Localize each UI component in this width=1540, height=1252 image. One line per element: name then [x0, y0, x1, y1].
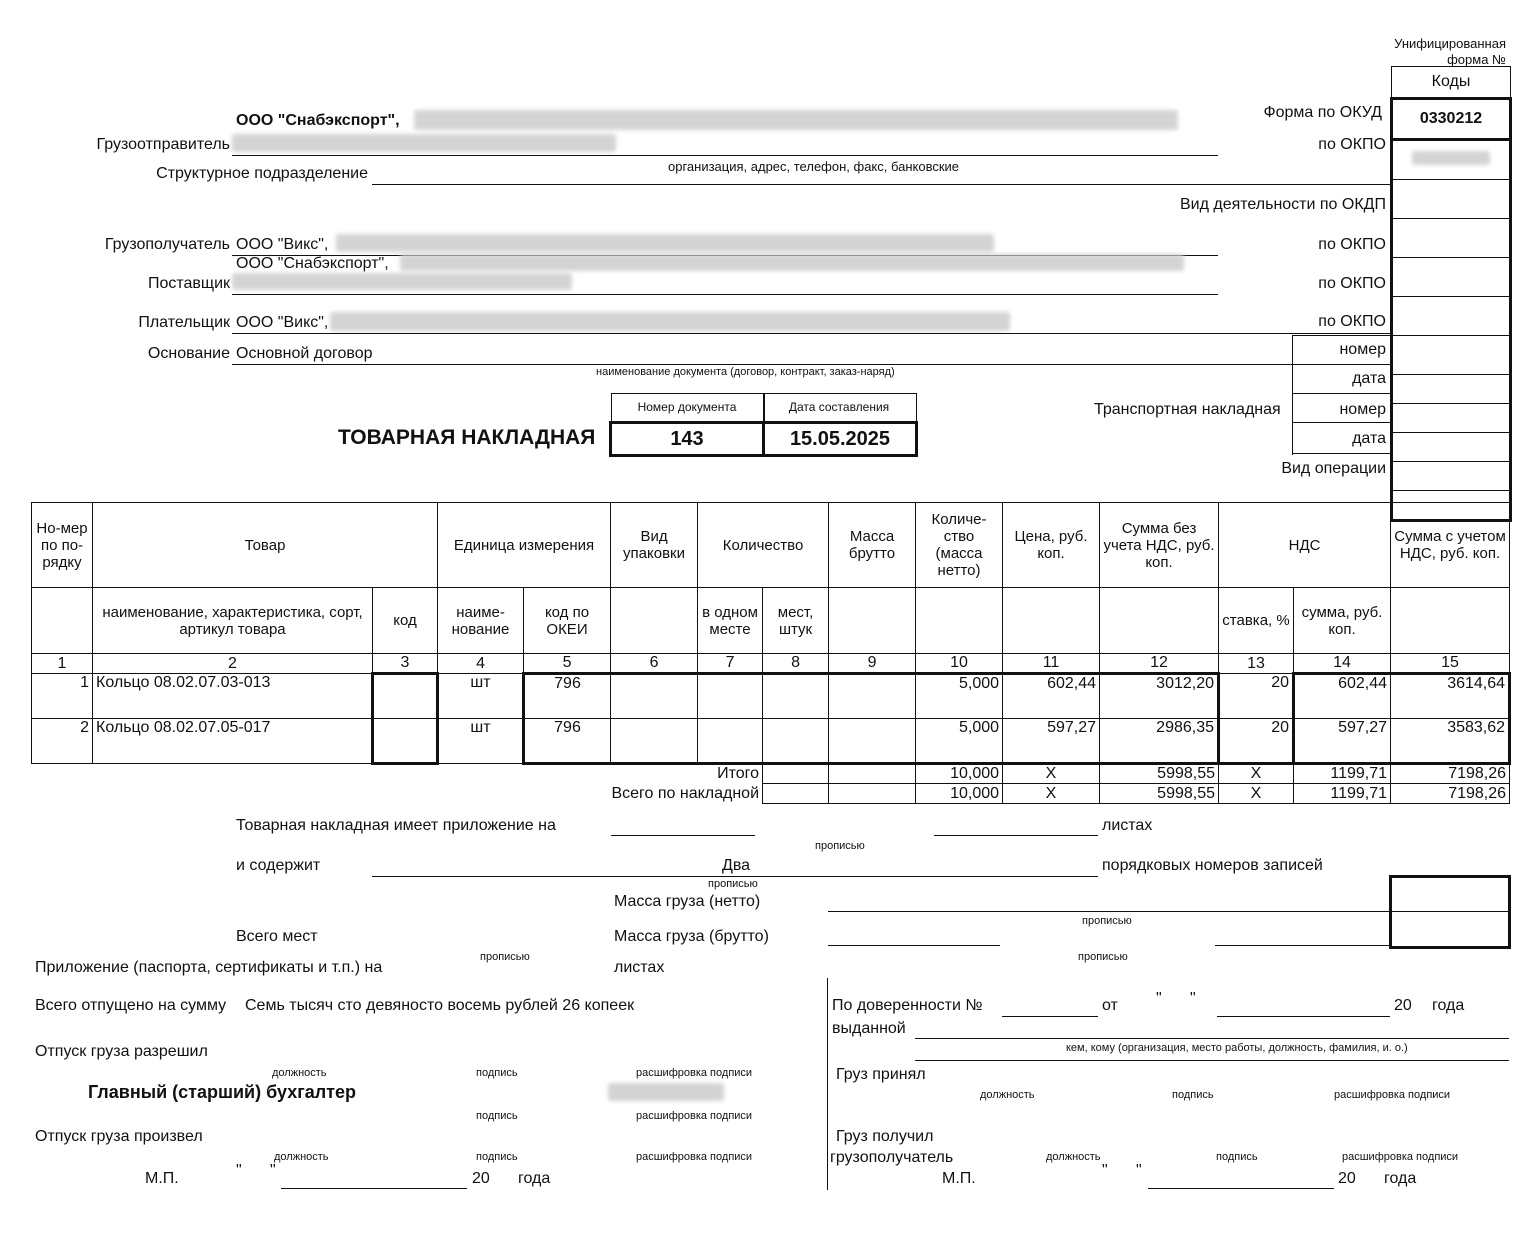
- sender-label: Грузоотправитель: [96, 136, 230, 153]
- redacted-accountant-name: [608, 1083, 724, 1101]
- quote-left-1: ": [236, 1162, 242, 1179]
- table-row: [32, 674, 1510, 719]
- col-num: 6: [611, 654, 698, 674]
- total-sum-vat: 7198,26: [1391, 764, 1510, 784]
- h2-vat-sum: сумма, руб. коп.: [1294, 588, 1391, 654]
- sig-decode-caption-4: расшифровка подписи: [1334, 1089, 1451, 1101]
- signature-caption-4: подпись: [1172, 1089, 1214, 1101]
- row-number: 1: [32, 674, 93, 719]
- redacted-supplier-address: [232, 273, 572, 290]
- in-one-place: [698, 674, 763, 719]
- basis-date-label: дата: [1352, 370, 1386, 387]
- h-package: Вид упаковки: [611, 503, 698, 588]
- col-num: 4: [438, 654, 524, 674]
- doc-date: 15.05.2025: [762, 421, 918, 457]
- okpo-sender-code: [1392, 140, 1511, 180]
- okpo-label-2: по ОКПО: [1318, 236, 1386, 253]
- in-words-caption-5: прописью: [480, 951, 530, 963]
- in-words-caption-2: прописью: [708, 878, 758, 890]
- redacted-sender-address: [232, 134, 616, 152]
- stamp-label-right: М.П.: [942, 1170, 976, 1187]
- position-caption-3: должность: [980, 1089, 1035, 1101]
- vat-rate: 20: [1219, 674, 1294, 719]
- price: 602,44: [1003, 674, 1100, 719]
- consignee-label: грузополучатель: [830, 1149, 954, 1166]
- released-total-label: Всего отпущено на сумму: [35, 997, 227, 1014]
- transport-number-code: [1392, 433, 1511, 462]
- h2-empty-6: [611, 588, 698, 654]
- sig-decode-caption-1: расшифровка подписи: [636, 1067, 753, 1079]
- division-label: Структурное подразделение: [156, 165, 368, 182]
- attachment-label: Приложение (паспорта, сертификаты и т.п.) на: [35, 959, 383, 976]
- okdp-code: [1392, 219, 1511, 258]
- redacted-sender-details: [414, 110, 1178, 130]
- mass-code-box: [1389, 875, 1511, 949]
- quote-right-2: ": [1136, 1162, 1142, 1179]
- basis-number-code: [1392, 375, 1511, 404]
- h2-empty-10: [916, 588, 1003, 654]
- unit-name: шт: [438, 674, 524, 719]
- gross-mass: [829, 674, 916, 719]
- basis-value: Основной договор: [236, 345, 373, 362]
- goods-name: Кольцо 08.02.07.05-017: [93, 719, 373, 764]
- signature-caption-3: подпись: [476, 1151, 518, 1163]
- total-vat: 1199,71: [1294, 764, 1391, 784]
- total-qty: 10,000: [916, 764, 1003, 784]
- grand-price: X: [1003, 784, 1100, 804]
- proxy-quote-1: ": [1156, 990, 1162, 1007]
- payer-label: Плательщик: [138, 314, 230, 331]
- col-num: 15: [1391, 654, 1510, 674]
- doc-date-caption: Дата составления: [788, 400, 890, 414]
- in-one-place: [698, 719, 763, 764]
- h2-code: код: [373, 588, 438, 654]
- grand-sum-vat: 7198,26: [1391, 784, 1510, 804]
- quantity: 5,000: [916, 719, 1003, 764]
- stamp-label-left: М.П.: [145, 1170, 179, 1187]
- position-caption-2: должность: [274, 1151, 329, 1163]
- codes-table: [1390, 66, 1512, 522]
- signature-caption-2: подпись: [476, 1110, 518, 1122]
- contains-label: и содержит: [236, 857, 321, 874]
- codes-title: Коды: [1392, 67, 1511, 99]
- supplier-name: ООО "Снабэкспорт",: [236, 255, 389, 272]
- proxy-year-prefix: 20: [1394, 997, 1412, 1014]
- package: [611, 674, 698, 719]
- h-sum-no-vat: Сумма без учета НДС, руб. коп.: [1100, 503, 1219, 588]
- total-rate: X: [1219, 764, 1294, 784]
- cargo-accepted-label: Груз принял: [836, 1066, 926, 1083]
- total-places: [763, 764, 829, 784]
- receiver-label: Грузополучатель: [104, 236, 230, 253]
- released-total-value: Семь тысяч сто девяносто восемь рублей 26 копеек: [245, 997, 635, 1014]
- payer-name: ООО "Викс",: [236, 314, 329, 331]
- col-num: 11: [1003, 654, 1100, 674]
- goods-code: [373, 674, 438, 719]
- quote-right-1: ": [1102, 1162, 1108, 1179]
- gross-mass-label: Масса груза (брутто): [614, 928, 769, 945]
- grand-sum-no-vat: 5998,55: [1100, 784, 1219, 804]
- total-label: Итого: [717, 765, 760, 783]
- release-done-label: Отпуск груза произвел: [35, 1128, 203, 1145]
- h-price: Цена, руб. коп.: [1003, 503, 1100, 588]
- quantity: 5,000: [916, 674, 1003, 719]
- cargo-received-label: Груз получил: [836, 1128, 934, 1145]
- redacted-supplier-details: [400, 254, 1184, 271]
- grand-gross: [829, 784, 916, 804]
- goods-table: [31, 502, 1511, 804]
- year-label-left: года: [518, 1170, 551, 1187]
- attachment-sheets-label: листах: [614, 959, 665, 976]
- goods-name: Кольцо 08.02.07.03-013: [93, 674, 373, 719]
- col-num: 12: [1100, 654, 1219, 674]
- position-caption-1: должность: [272, 1067, 327, 1079]
- col-num: 10: [916, 654, 1003, 674]
- issued-caption: кем, кому (организация, место работы, должность, фамилия, и. о.): [1066, 1042, 1408, 1054]
- quote-left-2: ": [270, 1162, 276, 1179]
- year-prefix-left: 20: [472, 1170, 490, 1187]
- sum-with-vat: 3583,62: [1391, 719, 1510, 764]
- row-number: 2: [32, 719, 93, 764]
- price: 597,27: [1003, 719, 1100, 764]
- doc-number: 143: [609, 421, 765, 457]
- sum-no-vat: 2986,35: [1100, 719, 1219, 764]
- vat-rate: 20: [1219, 719, 1294, 764]
- redacted-receiver-details: [336, 234, 994, 252]
- sig-decode-caption-2: расшифровка подписи: [636, 1110, 753, 1122]
- basis-caption: наименование документа (договор, контракт, заказ-наряд): [596, 366, 895, 378]
- h-net: Количе-ство (масса нетто): [916, 503, 1003, 588]
- sum-no-vat: 3012,20: [1100, 674, 1219, 719]
- in-words-caption-3: прописью: [1082, 915, 1132, 927]
- h-sum-vat: Сумма с учетом НДС, руб. коп.: [1391, 503, 1510, 588]
- h-unit: Единица измерения: [438, 503, 611, 588]
- col-num: 5: [524, 654, 611, 674]
- receiver-name: ООО "Викс",: [236, 236, 329, 253]
- vat-sum: 597,27: [1294, 719, 1391, 764]
- okpo-payer-code: [1392, 336, 1511, 375]
- records-count: Два: [722, 857, 751, 874]
- year-label-right: года: [1384, 1170, 1417, 1187]
- sheets-label: листах: [1102, 817, 1153, 834]
- transport-date-code: [1392, 462, 1511, 491]
- proxy-from-label: от: [1102, 997, 1118, 1014]
- okpo-supplier-code: [1392, 297, 1511, 336]
- h2-in-one: в одном месте: [698, 588, 763, 654]
- okpo-label-3: по ОКПО: [1318, 275, 1386, 292]
- basis-label: Основание: [147, 345, 230, 362]
- h2-unit-name: наиме-нование: [438, 588, 524, 654]
- transport-date-label: дата: [1352, 430, 1386, 447]
- sender-name: ООО "Снабэкспорт",: [236, 112, 400, 129]
- sig-decode-caption-3: расшифровка подписи: [636, 1151, 753, 1163]
- proxy-year-label: года: [1432, 997, 1465, 1014]
- supplier-label: Поставщик: [147, 275, 230, 292]
- h-goods: Товар: [93, 503, 438, 588]
- okei-code: 796: [524, 674, 611, 719]
- col-num: 13: [1219, 654, 1294, 674]
- package: [611, 719, 698, 764]
- h2-goods-name: наименование, характеристика, сорт, артикул товара: [93, 588, 373, 654]
- total-places-label: Всего мест: [236, 928, 318, 945]
- col-num: 14: [1294, 654, 1391, 674]
- okud-label: Форма по ОКУД: [1263, 104, 1382, 121]
- sum-with-vat: 3614,64: [1391, 674, 1510, 719]
- h2-vat-rate: ставка, %: [1219, 588, 1294, 654]
- chief-accountant-label: Главный (старший) бухгалтер: [88, 1082, 356, 1102]
- in-words-caption-4: прописью: [1078, 951, 1128, 963]
- records-suffix: порядковых номеров записей: [1102, 857, 1323, 874]
- gross-mass: [829, 719, 916, 764]
- grand-vat: 1199,71: [1294, 784, 1391, 804]
- h2-empty-12: [1100, 588, 1219, 654]
- position-caption-4: должность: [1046, 1151, 1101, 1163]
- col-num: 8: [763, 654, 829, 674]
- grand-qty: 10,000: [916, 784, 1003, 804]
- places: [763, 719, 829, 764]
- grand-total-label: Всего по накладной: [611, 784, 760, 802]
- redacted-payer-details: [330, 312, 1010, 331]
- proxy-label: По доверенности №: [832, 997, 983, 1014]
- okpo-label-1: по ОКПО: [1318, 136, 1386, 153]
- operation-type-label: Вид операции: [1281, 460, 1386, 477]
- issued-label: выданной: [832, 1020, 906, 1037]
- signature-caption-5: подпись: [1216, 1151, 1258, 1163]
- total-gross: [829, 764, 916, 784]
- goods-code: [373, 719, 438, 764]
- table-row: [32, 719, 1510, 764]
- unit-name: шт: [438, 719, 524, 764]
- unified-form-label: Унифицированная форма №: [1394, 36, 1506, 67]
- total-sum-no-vat: 5998,55: [1100, 764, 1219, 784]
- basis-number-label: номер: [1339, 341, 1386, 358]
- net-mass-label: Масса груза (нетто): [614, 893, 761, 910]
- h-quantity: Количество: [698, 503, 829, 588]
- vat-sum: 602,44: [1294, 674, 1391, 719]
- total-price: X: [1003, 764, 1100, 784]
- release-allowed-label: Отпуск груза разрешил: [35, 1043, 208, 1060]
- col-num: 9: [829, 654, 916, 674]
- year-prefix-right: 20: [1338, 1170, 1356, 1187]
- grand-rate: X: [1219, 784, 1294, 804]
- col-num: 2: [93, 654, 373, 674]
- h-row-number: Но-мер по по-рядку: [32, 503, 93, 588]
- signature-caption-1: подпись: [476, 1067, 518, 1079]
- sig-decode-caption-5: расшифровка подписи: [1342, 1151, 1459, 1163]
- h-gross: Масса брутто: [829, 503, 916, 588]
- in-words-caption-1: прописью: [815, 840, 865, 852]
- code-empty-row: [1392, 180, 1511, 219]
- col-num: 3: [373, 654, 438, 674]
- col-num: 7: [698, 654, 763, 674]
- proxy-quote-2: ": [1190, 990, 1196, 1007]
- h2-empty-15: [1391, 588, 1510, 654]
- appendix-text: Товарная накладная имеет приложение на: [236, 817, 556, 834]
- basis-date-code: [1392, 404, 1511, 433]
- col-num: 1: [32, 654, 93, 674]
- okpo-label-4: по ОКПО: [1318, 313, 1386, 330]
- okdp-label: Вид деятельности по ОКДП: [1179, 196, 1386, 213]
- h2-empty-1: [32, 588, 93, 654]
- doc-number-caption: Номер документа: [637, 400, 737, 414]
- okud-code: 0330212: [1392, 99, 1511, 140]
- document-title: ТОВАРНАЯ НАКЛАДНАЯ: [338, 426, 596, 449]
- h2-empty-9: [829, 588, 916, 654]
- transport-label: Транспортная накладная: [1094, 401, 1281, 418]
- okpo-receiver-code: [1392, 258, 1511, 297]
- h2-empty-11: [1003, 588, 1100, 654]
- transport-number-label: номер: [1339, 401, 1386, 418]
- org-caption: организация, адрес, телефон, факс, банковские: [668, 159, 960, 174]
- grand-places: [763, 784, 829, 804]
- places: [763, 674, 829, 719]
- okei-code: 796: [524, 719, 611, 764]
- h-vat: НДС: [1219, 503, 1391, 588]
- h2-places: мест, штук: [763, 588, 829, 654]
- h2-okei: код по ОКЕИ: [524, 588, 611, 654]
